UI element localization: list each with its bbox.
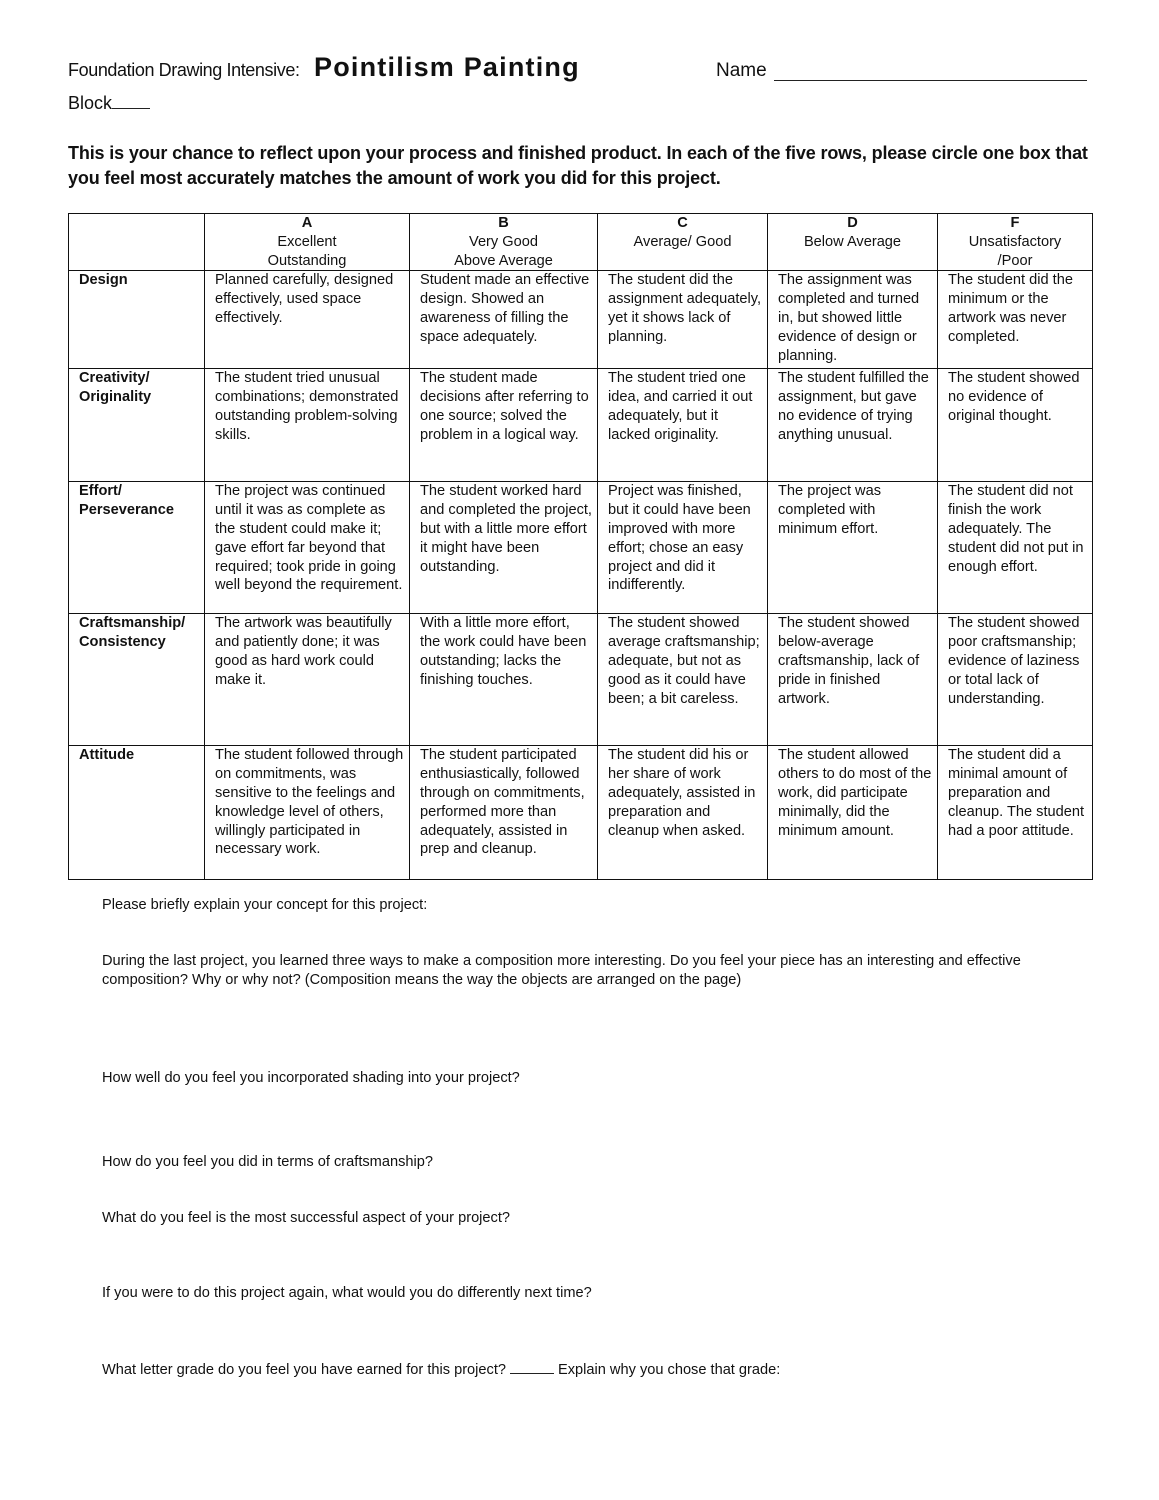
rubric-row-effort xyxy=(69,482,1093,614)
question-composition: During the last project, you learned three ways to make a composition more interesting. Do you feel your piece has an interesting and effective composition? Why or why not? (Composition means the way the objects are arranged on the page) xyxy=(102,953,1021,988)
question-letter-grade xyxy=(102,1360,1082,1380)
grade-explain-text: Explain why you chose that grade: xyxy=(558,1362,781,1378)
rubric-cell[interactable]: The project was completed with minimum effort. xyxy=(768,482,938,614)
rubric-cell[interactable]: The student did his or her share of work adequately, assisted in preparation and cleanup when asked. xyxy=(598,746,768,880)
rubric-cell[interactable]: The student did a minimal amount of preparation and cleanup. The student had a poor attitude. xyxy=(938,746,1093,880)
instructions: This is your chance to reflect upon your process and finished product. In each of the five rows, please circle one box that you feel most accurately matches the amount of work you did for this project. xyxy=(68,143,1088,188)
course-name: Foundation Drawing Intensive: xyxy=(68,60,300,80)
rubric-cell[interactable]: Project was finished, but it could have been improved with more effort; chose an easy project and did it indifferently. xyxy=(598,482,768,614)
column-header-b xyxy=(410,214,598,271)
rubric-cell[interactable]: The student showed below-average craftsmanship, lack of pride in finished artwork. xyxy=(768,614,938,746)
rubric-table xyxy=(68,213,1093,880)
rubric-cell[interactable]: The student followed through on commitments, was sensitive to the feelings and knowledge level of others, willingly participated in necessary work. xyxy=(205,746,410,880)
rubric-cell[interactable]: The student showed poor craftsmanship; evidence of laziness or total lack of understanding. xyxy=(938,614,1093,746)
criterion-label: Creativity/ Originality xyxy=(69,369,205,482)
column-letter: D xyxy=(847,215,858,231)
column-header-c xyxy=(598,214,768,271)
rubric-cell[interactable]: The student tried one idea, and carried it out adequately, but it lacked originality. xyxy=(598,369,768,482)
criterion-label: Craftsmanship/ Consistency xyxy=(69,614,205,746)
column-label: Unsatisfactory xyxy=(968,233,1062,250)
rubric-row-attitude xyxy=(69,746,1093,880)
rubric-cell[interactable]: The student participated enthusiastically, followed through on commitments, performed more than adequately, assisted in prep and cleanup. xyxy=(410,746,598,880)
column-label: Very Good xyxy=(469,233,538,250)
rubric-header-row xyxy=(69,214,1093,271)
criterion-label: Attitude xyxy=(69,746,205,880)
rubric-cell[interactable]: Student made an effective design. Showed an awareness of filling the space adequately. xyxy=(410,271,598,369)
rubric-cell[interactable]: The project was continued until it was as complete as the student could make it; gave effort far beyond that required; took pride in going well beyond the requirement. xyxy=(205,482,410,614)
question-do-differently: If you were to do this project again, what would you do differently next time? xyxy=(102,1285,592,1301)
title-line xyxy=(68,50,1098,90)
column-letter: C xyxy=(677,215,688,231)
rubric-row-creativity xyxy=(69,369,1093,482)
column-label: /Poor xyxy=(997,252,1033,269)
column-label: Above Average xyxy=(454,252,553,269)
project-title: Pointilism Painting xyxy=(314,52,580,82)
column-letter: B xyxy=(498,215,509,231)
column-label: Average/ Good xyxy=(633,233,732,250)
rubric-row-craftsmanship xyxy=(69,614,1093,746)
criterion-label: Effort/ Perseverance xyxy=(69,482,205,614)
rubric-cell[interactable]: The student allowed others to do most of the work, did participate minimally, did the minimum amount. xyxy=(768,746,938,880)
rubric-cell[interactable]: The assignment was completed and turned in, but showed little evidence of design or planning. xyxy=(768,271,938,369)
column-header-a xyxy=(205,214,410,271)
column-label: Excellent xyxy=(277,233,337,250)
rubric-cell[interactable]: The student tried unusual combinations; demonstrated outstanding problem-solving skills. xyxy=(205,369,410,482)
column-header-d xyxy=(768,214,938,271)
column-label: Below Average xyxy=(803,233,902,250)
column-label: Outstanding xyxy=(267,252,347,269)
block-label: Block xyxy=(68,93,113,113)
rubric-cell[interactable]: The artwork was beautifully and patiently done; it was good as hard work could make it. xyxy=(205,614,410,746)
rubric-cell[interactable]: The student fulfilled the assignment, but gave no evidence of trying anything unusual. xyxy=(768,369,938,482)
column-header-f xyxy=(938,214,1093,271)
rubric-cell[interactable]: The student worked hard and completed the project, but with a little more effort it might have been outstanding. xyxy=(410,482,598,614)
grade-blank-line[interactable] xyxy=(510,1360,554,1374)
question-successful-aspect: What do you feel is the most successful aspect of your project? xyxy=(102,1210,511,1226)
rubric-cell[interactable]: With a little more effort, the work could have been outstanding; lacks the finishing touches. xyxy=(410,614,598,746)
rubric-row-design xyxy=(69,271,1093,369)
rubric-cell[interactable]: The student made decisions after referring to one source; solved the problem in a logical way. xyxy=(410,369,598,482)
block-line xyxy=(68,92,150,114)
column-letter: F xyxy=(1010,215,1020,231)
rubric-cell[interactable]: The student showed no evidence of original thought. xyxy=(938,369,1093,482)
question-craftsmanship: How do you feel you did in terms of craftsmanship? xyxy=(102,1154,433,1170)
name-blank-line[interactable] xyxy=(774,80,1087,81)
rubric-cell[interactable]: The student showed average craftsmanship; adequate, but not as good as it could have been; a bit careless. xyxy=(598,614,768,746)
question-shading: How well do you feel you incorporated shading into your project? xyxy=(102,1070,520,1086)
rubric-cell[interactable]: Planned carefully, designed effectively, used space effectively. xyxy=(205,271,410,369)
rubric-cell[interactable]: The student did not finish the work adequately. The student did not put in enough effort. xyxy=(938,482,1093,614)
grade-question-text: What letter grade do you feel you have earned for this project? xyxy=(102,1362,507,1378)
question-concept: Please briefly explain your concept for this project: xyxy=(102,897,428,913)
rubric-cell[interactable]: The student did the minimum or the artwork was never completed. xyxy=(938,271,1093,369)
header-blank-cell xyxy=(69,214,205,271)
column-letter: A xyxy=(301,215,313,231)
block-blank-line[interactable] xyxy=(112,92,150,109)
criterion-label: Design xyxy=(69,271,205,369)
name-label: Name xyxy=(716,60,767,81)
rubric-cell[interactable]: The student did the assignment adequately, yet it shows lack of planning. xyxy=(598,271,768,369)
